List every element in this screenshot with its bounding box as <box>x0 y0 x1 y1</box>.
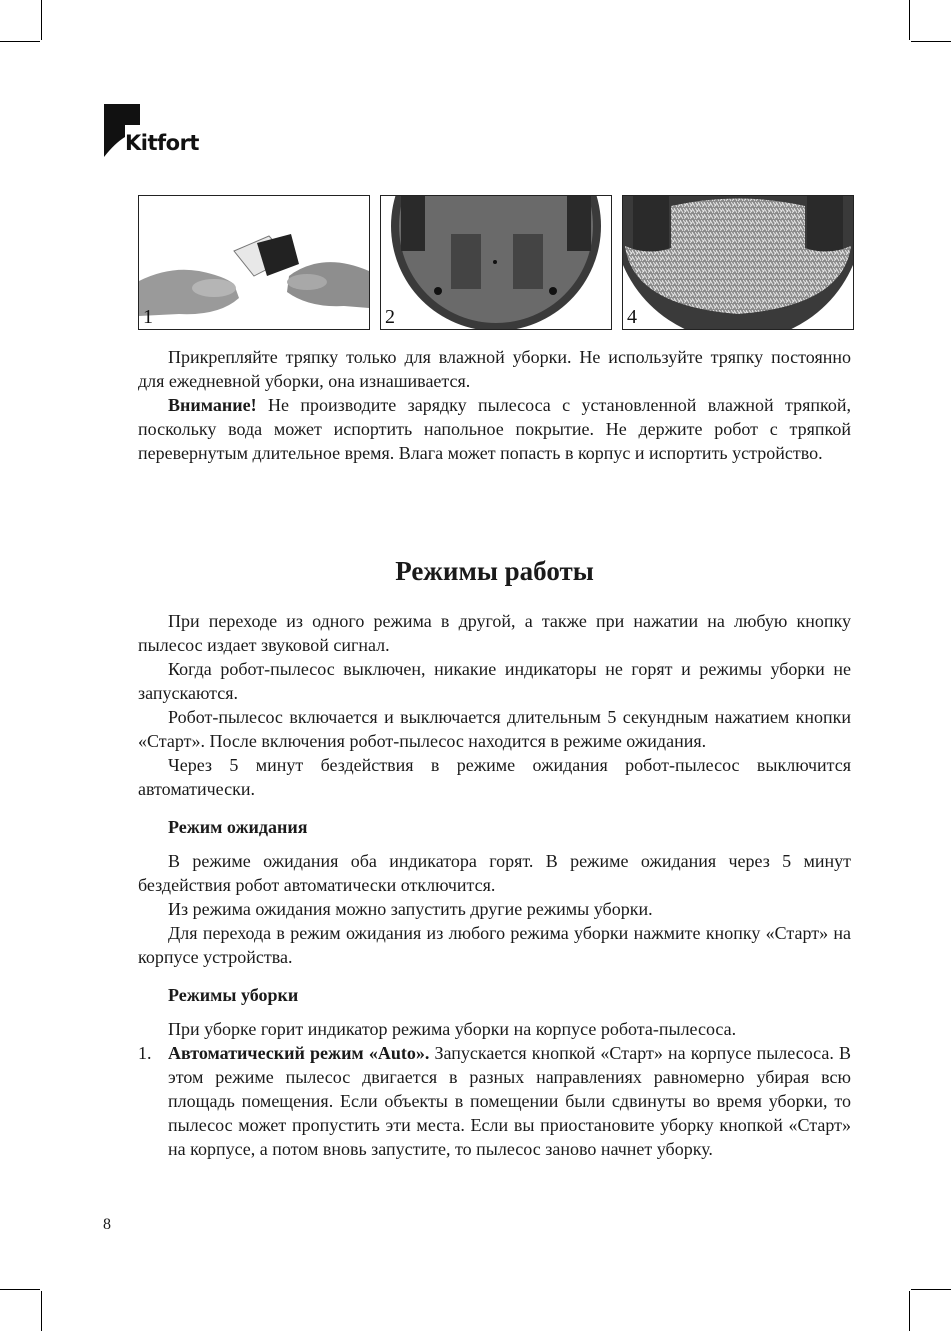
cleaning-intro <box>138 1017 851 1041</box>
figure-1 <box>138 195 370 330</box>
brand-name: Kitfort <box>125 131 199 155</box>
warning-label: Внимание! <box>168 395 257 415</box>
crop-mark-top-right-h <box>911 41 951 42</box>
cleaning-heading: Режимы уборки <box>168 985 299 1005</box>
crop-mark-top-left-h <box>0 41 40 42</box>
mode-name: Автоматический режим «Auto». <box>168 1043 430 1063</box>
paragraph: В режиме ожидания оба индикатора горят. В режиме ожидания через 5 минут бездействия робот автоматически отключится. <box>138 851 851 895</box>
section-title: Режимы работы <box>395 556 594 586</box>
intro-text <box>138 609 851 801</box>
robot-with-mop-image <box>623 196 853 329</box>
crop-mark-top-left-v <box>41 0 42 40</box>
paragraph: Через 5 минут бездействия в режиме ожидания робот-пылесос выключится автоматически. <box>138 755 851 799</box>
crop-mark-bottom-right-h <box>911 1289 951 1290</box>
paragraph: Когда робот-пылесос выключен, никакие индикаторы не горят и режимы уборки не запускаются. <box>138 659 851 703</box>
paragraph: При уборке горит индикатор режима уборки на корпусе робота-пылесоса. <box>168 1019 737 1039</box>
figure-4 <box>622 195 854 330</box>
mop-instructions <box>138 345 851 465</box>
mode-description: Запускается кнопкой «Старт» на корпусе пылесоса. В этом режиме пылесос двигается в разных направлениях равномерно убирая всю площадь помещения. Если объекты в помещении были сдвинуты во время уборки, то пылесос может пропустить эти места. Если вы приостановите уборку кнопкой «Старт» на корпусе, а потом вновь запустите, то пылесос заново начнет уборку. <box>168 1043 851 1159</box>
paragraph: Для перехода в режим ожидания из любого режима уборки нажмите кнопку «Старт» на корпусе устройства. <box>138 923 851 967</box>
list-item <box>138 1041 851 1161</box>
standby-heading: Режим ожидания <box>168 817 308 837</box>
brand-logo <box>103 103 223 159</box>
crop-mark-bottom-left-h <box>0 1289 40 1290</box>
standby-text <box>138 849 851 969</box>
hands-peeling-velcro-image <box>139 196 369 329</box>
page-number: 8 <box>103 1216 111 1233</box>
figure-2 <box>380 195 612 330</box>
paragraph: Прикрепляйте тряпку только для влажной уборки. Не используйте тряпку постоянно для ежедневной уборки, она изнашивается. <box>138 347 851 391</box>
figure-label: 1 <box>143 306 153 328</box>
list-item-text <box>168 1041 851 1161</box>
list-number: 1. <box>138 1043 152 1063</box>
warning-text: Не производите зарядку пылесоса с установленной влажной тряпкой, поскольку вода может испортить напольное покрытие. Не держите робот с тряпкой перевернутым длительное время. Влага может попасть в корпус и испортить устройство. <box>138 395 851 463</box>
crop-mark-bottom-left-v <box>41 1291 42 1331</box>
figure-label: 2 <box>385 306 395 328</box>
figure-label: 4 <box>627 306 637 328</box>
paragraph: Робот-пылесос включается и выключается длительным 5 секундным нажатием кнопки «Старт». После включения робот-пылесос находится в режиме ожидания. <box>138 707 851 751</box>
paragraph: При переходе из одного режима в другой, а также при нажатии на любую кнопку пылесос издает звуковой сигнал. <box>138 611 851 655</box>
crop-mark-bottom-right-v <box>909 1291 910 1331</box>
crop-mark-top-right-v <box>909 0 910 40</box>
robot-underside-image <box>381 196 611 329</box>
warning-paragraph <box>138 393 851 465</box>
paragraph: Из режима ожидания можно запустить другие режимы уборки. <box>168 899 653 919</box>
